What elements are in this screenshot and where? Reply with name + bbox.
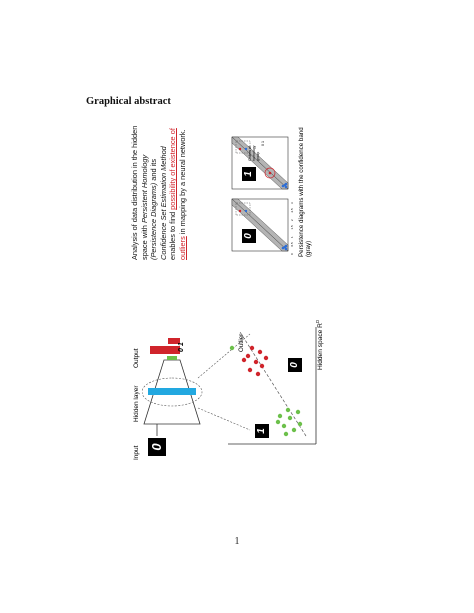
legend-entry-1: 1 xyxy=(261,141,265,143)
output-node xyxy=(167,356,177,360)
graphical-abstract-heading: Graphical abstract xyxy=(86,96,171,107)
legend-entry-0: 0 xyxy=(261,144,265,146)
persistence-caption: Persistence diagrams with the confidence band (gray) xyxy=(298,127,312,257)
digit-one-image: 1 xyxy=(255,424,269,438)
outlier-label: Outlier xyxy=(238,333,245,352)
output-label: Output xyxy=(133,348,140,368)
hidden-layer-bar xyxy=(148,388,196,395)
tick-labels: 0 0.5 1 1.5 2 2.5 3 xyxy=(290,202,294,255)
page-number: 1 xyxy=(234,536,240,547)
input-label: Input xyxy=(133,445,140,460)
panel-0-digit: 0 xyxy=(242,229,256,243)
outlier-point xyxy=(230,346,234,350)
red-cluster xyxy=(242,346,268,376)
input-digit-image: 0 xyxy=(148,438,166,456)
graphical-abstract-figure xyxy=(130,125,325,460)
output-digit-1: 1 xyxy=(178,342,185,347)
digit-zero-image: 0 xyxy=(288,358,302,372)
abstract-text: Analysis of data distribution in the hidden space with Persistent Homology (Persistence Diagrams) and its Confidence Set Estimation Method enables to find possibility of existence of outliers in mapping by a neural network. xyxy=(130,125,187,260)
persistence-plot-0 xyxy=(230,197,296,255)
hidden-layer-label: Hidden layer xyxy=(133,385,140,422)
hidden-space-axis-label: Hidden space $R^D$ xyxy=(315,319,325,370)
legend-entries xyxy=(261,141,265,146)
panel-1-digit: 1 xyxy=(242,167,256,181)
legend-title: Orders of homology group xyxy=(248,145,261,161)
output-digit-0: 0 xyxy=(178,348,185,352)
